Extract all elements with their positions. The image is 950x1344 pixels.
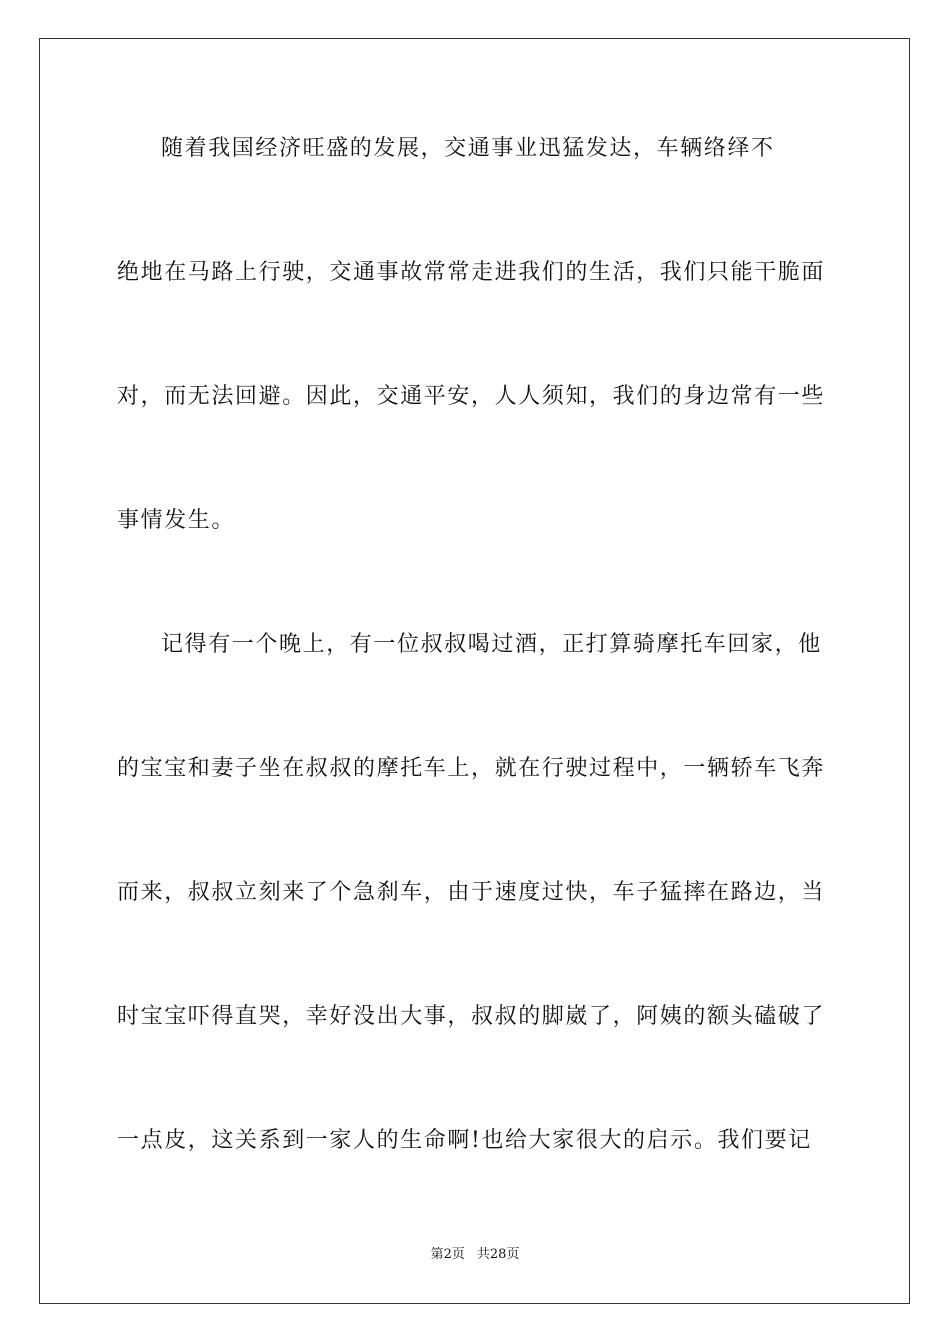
paragraph-1-line-3: 对，而无法回避。因此，交通平安，人人须知，我们的身边常有一些 (117, 384, 826, 409)
total-pages: 共28页 (476, 1247, 520, 1262)
paragraph-2-line-2: 的宝宝和妻子坐在叔叔的摩托车上，就在行驶过程中，一辆轿车飞奔 (117, 756, 826, 781)
page-border (39, 38, 910, 1304)
page-number: 第2页 (430, 1247, 465, 1262)
paragraph-1-line-2: 绝地在马路上行驶，交通事故常常走进我们的生活，我们只能干脆面 (117, 260, 826, 285)
paragraph-1-line-1: 随着我国经济旺盛的发展，交通事业迅猛发达，车辆络绎不 (161, 136, 775, 161)
paragraph-1-line-4: 事情发生。 (117, 508, 236, 533)
paragraph-2-line-4: 时宝宝吓得直哭，幸好没出大事，叔叔的脚崴了，阿姨的额头磕破了 (117, 1004, 826, 1029)
paragraph-2-line-1: 记得有一个晚上，有一位叔叔喝过酒，正打算骑摩托车回家，他 (161, 632, 822, 657)
paragraph-2-line-5: 一点皮，这关系到一家人的生命啊!也给大家很大的启示。我们要记 (117, 1128, 812, 1153)
page-footer (0, 1246, 950, 1264)
paragraph-2-line-3: 而来，叔叔立刻来了个急刹车，由于速度过快，车子猛摔在路边，当 (117, 880, 826, 905)
